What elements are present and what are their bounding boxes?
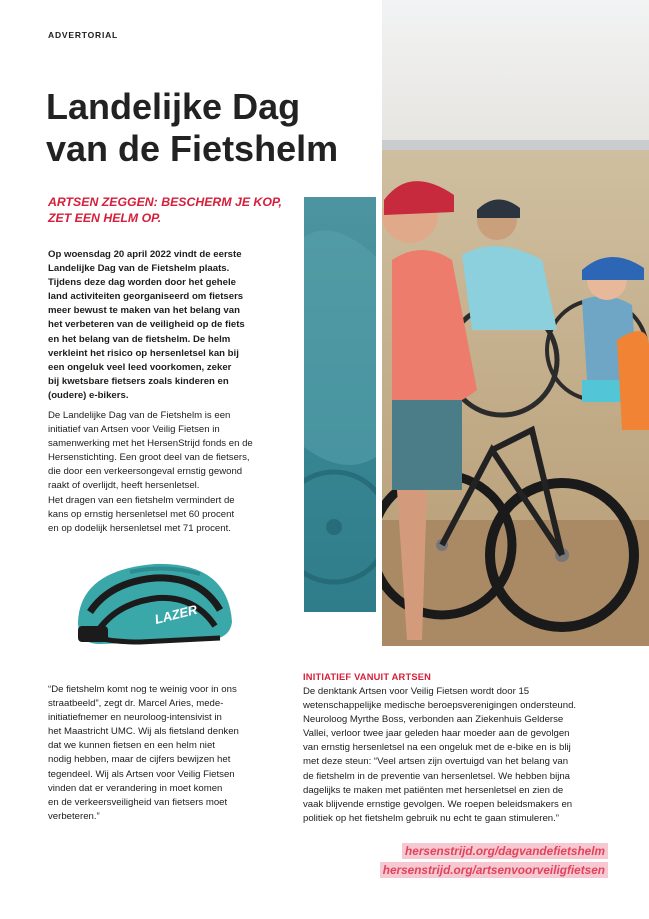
lead-line: meer bewust te maken van het belang van	[48, 305, 240, 317]
quote-line: vinden dat er verandering in moet komen	[48, 782, 223, 794]
lead-line: en het belang van de fietshelm. De helm	[48, 333, 231, 345]
quote-line: nodig hebben, maar de cijfers bewijzen het	[48, 754, 231, 766]
lead-line: bij kwetsbare fietsers zoals kinderen en	[48, 375, 229, 387]
lead-line: een ongeluk veel leed voorkomen, zeker	[48, 361, 232, 373]
section-label: ADVERTORIAL	[48, 30, 119, 40]
link-artsenvoorveiligfietsen[interactable]: hersenstrijd.org/artsenvoorveiligfietsen	[380, 862, 608, 878]
helmet-illustration	[70, 552, 240, 662]
lead-paragraph	[48, 248, 290, 403]
initiatief-line: Neuroloog Myrthe Boss, verbonden aan Ziekenhuis Gelderse	[303, 714, 564, 726]
subheading-line-1: ARTSEN ZEGGEN: BESCHERM JE KOP,	[48, 195, 282, 209]
cyclists-photo-illustration	[382, 0, 649, 646]
body-line: samenwerking met het HersenStrijd fonds en de	[48, 438, 253, 450]
lead-line: (oudere) e-bikers.	[48, 389, 129, 401]
initiatief-line: Vallei, verloor twee jaar geleden haar moeder aan de gevolgen	[303, 728, 570, 740]
body-line: Het dragen van een fietshelm vermindert de	[48, 494, 235, 506]
initiatief-line: De denktank Artsen voor Veilig Fietsen wordt door 15	[303, 686, 530, 697]
initiatief-line: dagelijks te maken met patiënten met hersenletsel en zien de	[303, 784, 564, 796]
subheading	[48, 194, 298, 226]
body-paragraph	[48, 409, 293, 536]
title-line-2: van de Fietshelm	[46, 128, 339, 169]
body-line: raakt of overlijdt, heeft hersenletsel.	[48, 480, 200, 492]
quote-paragraph	[48, 683, 283, 824]
lead-line: Tijdens deze dag worden door het gehele	[48, 277, 236, 289]
bicycle-helmet-image	[70, 552, 240, 662]
lead-line: het verbeteren van de veiligheid op de fiets	[48, 319, 245, 331]
lead-line: Op woensdag 20 april 2022 vindt de eerste	[48, 249, 242, 260]
quote-line: tegendeel. Wij als Artsen voor Veilig Fietsen	[48, 768, 235, 780]
lead-line: verkleint het risico op hersenletsel kan bij	[48, 347, 239, 359]
initiatief-line: van ernstig hersenletsel na een ongeluk met de e-bike en is blij	[303, 742, 571, 754]
body-line: en op dodelijk hersenletsel met 71 procent.	[48, 522, 231, 534]
body-line: Hersenstichting. Een groot deel van de fietsers,	[48, 452, 250, 464]
initiatief-line: vaak blijvende ernstige gevolgen. We roepen beleidsmakers en	[303, 798, 573, 810]
quote-line: “De fietshelm komt nog te weinig voor in ons	[48, 684, 237, 695]
body-line: kans op ernstig hersenletsel met 60 procent	[48, 508, 235, 520]
initiatief-line: wetenschappelijke medische beroepsverenigingen ondersteund.	[303, 700, 577, 712]
teal-photo-band	[304, 197, 376, 612]
quote-line: dat we kunnen fietsen en een helm niet	[48, 740, 215, 752]
quote-line: straatbeeld”, zegt dr. Marcel Aries, mede-	[48, 698, 224, 710]
lead-line: Landelijke Dag van de Fietshelm plaats.	[48, 263, 230, 275]
body-line: De Landelijke Dag van de Fietshelm is een	[48, 410, 231, 421]
initiatief-paragraph	[303, 685, 623, 826]
body-line: initiatief van Artsen voor Veilig Fietsen in	[48, 424, 220, 436]
quote-line: verbeteren.”	[48, 810, 100, 822]
body-line: die door een verkeersongeval ernstig gewond	[48, 466, 243, 478]
teal-band-silhouette	[304, 197, 376, 612]
quote-line: initiatiefnemer en neuroloog-intensivist in	[48, 712, 222, 724]
initiatief-line: de fietshelm in de preventie van hersenletsel. We hebben bijna	[303, 770, 571, 782]
lead-line: land activiteiten georganiseerd om fietsers	[48, 291, 244, 303]
cyclists-photo	[382, 0, 649, 646]
initiatief-line: politiek op het fietshelm gebruik nu echt te gaan stimuleren.”	[303, 812, 559, 824]
helmet-brand-logo: LAZER	[153, 601, 199, 627]
initiatief-heading: INITIATIEF VANUIT ARTSEN	[303, 672, 432, 682]
page-title	[46, 86, 366, 170]
title-line-1: Landelijke Dag	[46, 86, 301, 127]
subheading-line-2: ZET EEN HELM OP.	[48, 211, 162, 225]
link-dagvandefietshelm[interactable]: hersenstrijd.org/dagvandefietshelm	[402, 843, 608, 859]
quote-line: het Maastricht UMC. Wij als fietsland denken	[48, 726, 239, 738]
initiatief-line: met deze steun: “Veel artsen zijn overtuigd van het belang van	[303, 756, 569, 768]
quote-line: en de verkeersveiligheid van fietsers moet	[48, 796, 228, 808]
